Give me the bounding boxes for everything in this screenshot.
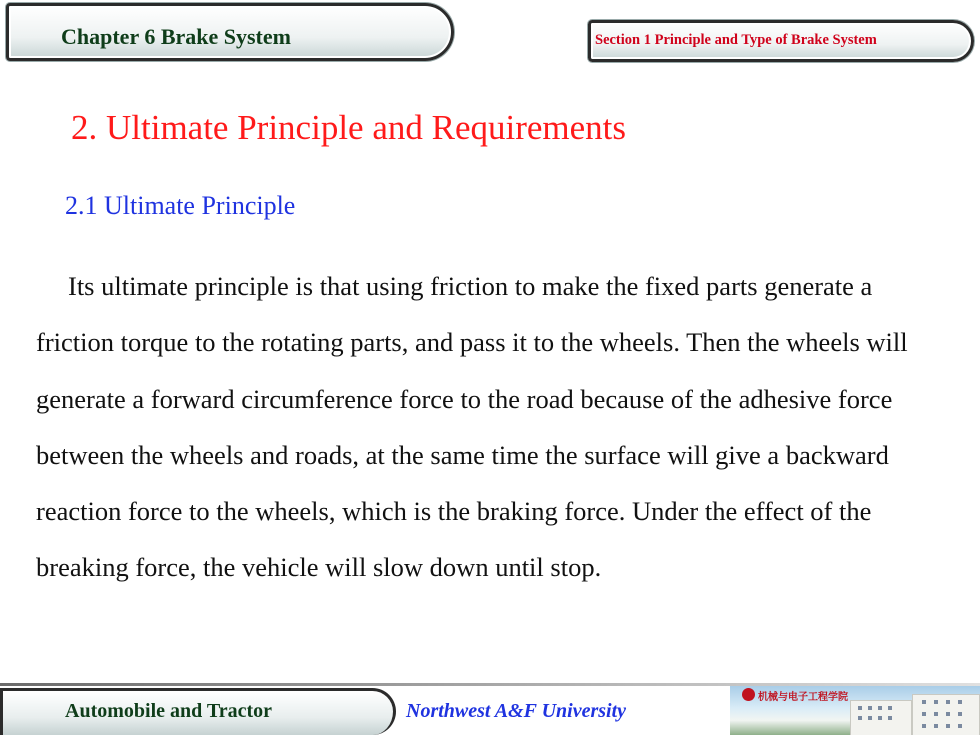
section-tab	[588, 20, 974, 62]
chapter-title: Chapter 6 Brake System	[61, 24, 291, 49]
college-logo-text: 机械与电子工程学院	[758, 692, 848, 703]
college-seal-icon	[742, 688, 755, 701]
slide-heading: 2. Ultimate Principle and Requirements	[71, 108, 627, 147]
section-title: Section 1 Principle and Type of Brake System	[595, 32, 877, 48]
footer-course-tab	[0, 688, 396, 735]
course-title: Automobile and Tractor	[65, 700, 273, 722]
college-logo-banner	[730, 686, 980, 735]
slide-subheading: 2.1 Ultimate Principle	[65, 191, 296, 220]
body-paragraph: Its ultimate principle is that using friction to make the fixed parts generate a friction torque to the rotating parts, and pass it to the wheels. Then the wheels will generate a forward circumference force to the road because of the adhesive force between the wheels and roads, at the same time the surface will give a backward reaction force to the wheels, which is the braking force. Under the effect of the breaking force, the vehicle will slow down until stop.	[36, 271, 908, 583]
chapter-tab	[6, 3, 454, 61]
university-name: Northwest A&F University	[406, 700, 627, 722]
